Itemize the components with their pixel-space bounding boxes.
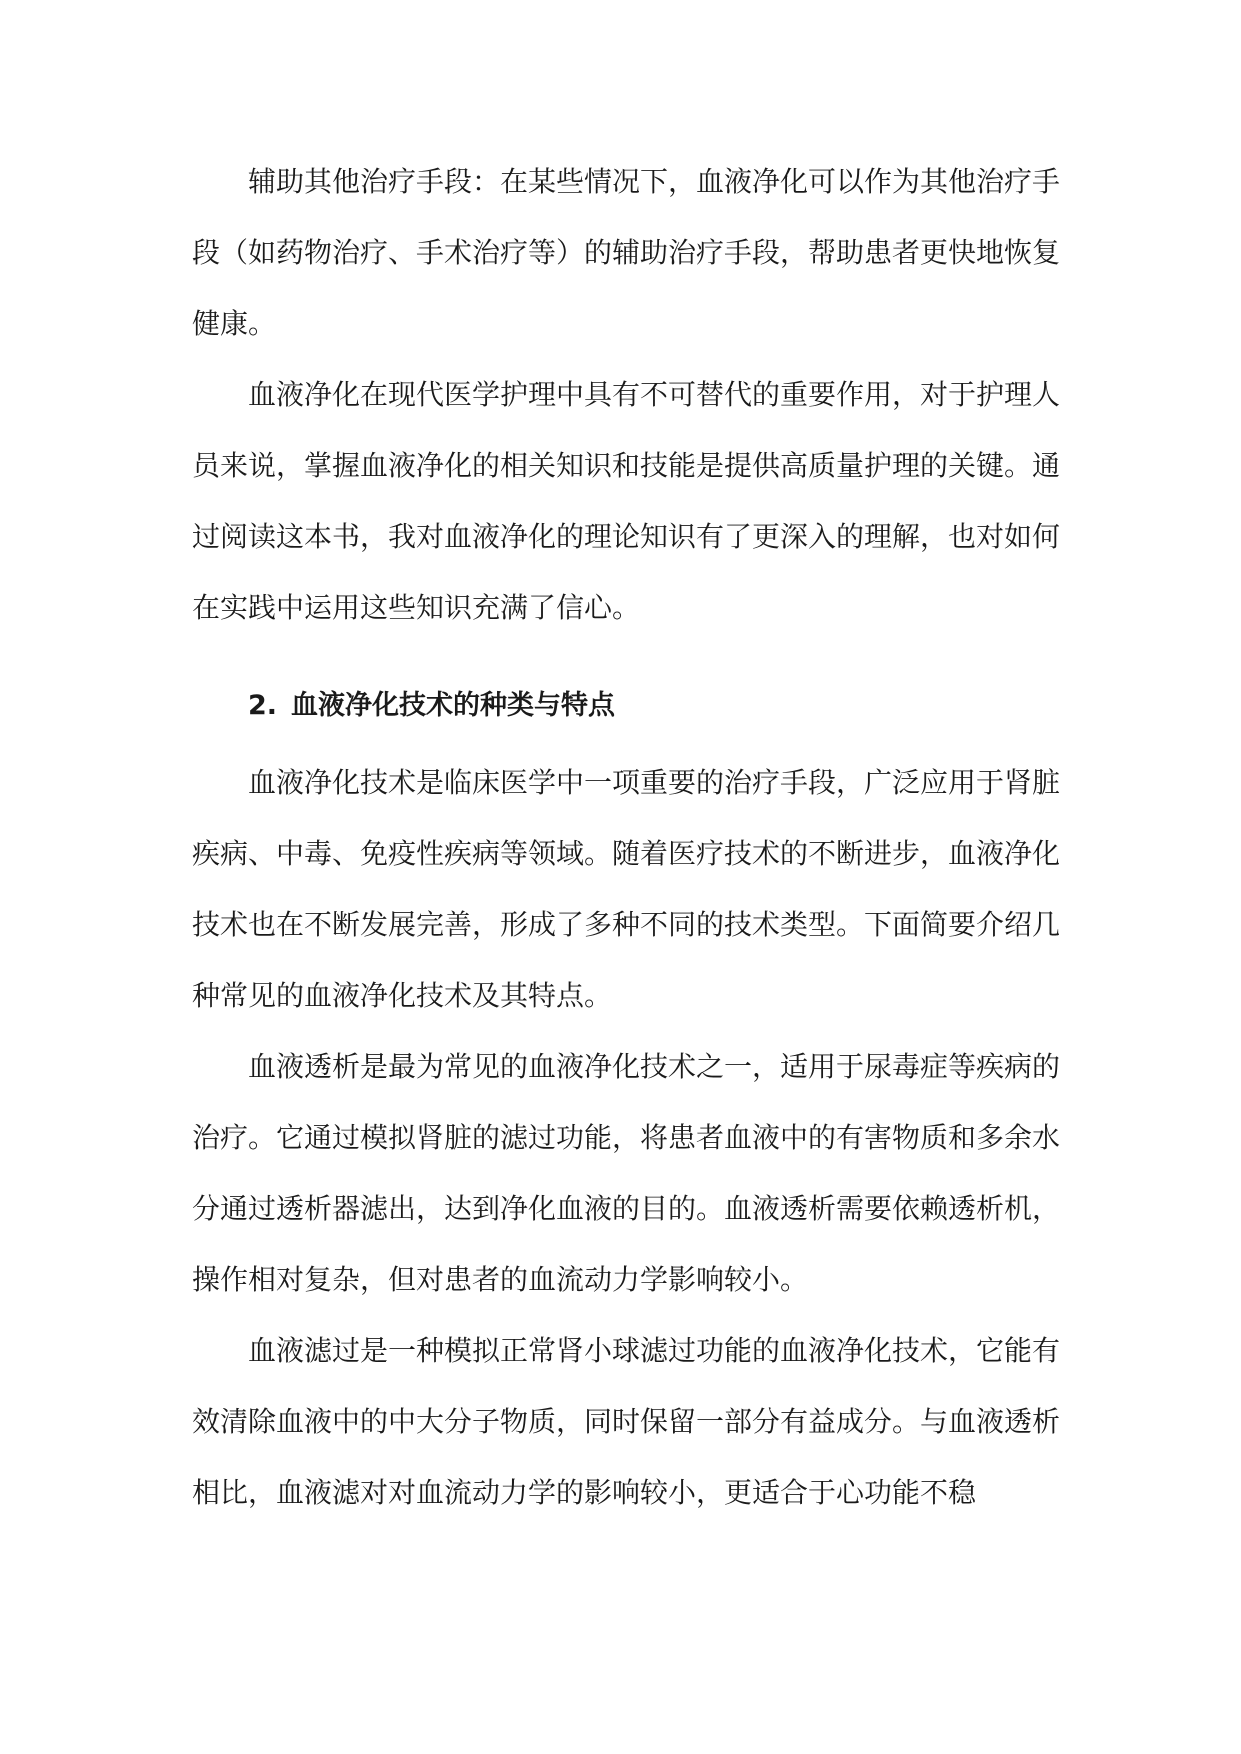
section-number: 2. (248, 690, 278, 721)
document-body (192, 146, 1060, 1528)
paragraph-nursing-importance: 血液净化在现代医学护理中具有不可替代的重要作用，对于护理人员来说，掌握血液净化的相关知识和技能是提供高质量护理的关键。通过阅读这本书，我对血液净化的理论知识有了更深入的理解，也对如何在实践中运用这些知识充满了信心。 (192, 378, 1061, 624)
paragraph-technique-overview: 血液净化技术是临床医学中一项重要的治疗手段，广泛应用于肾脏疾病、中毒、免疫性疾病等领域。随着医疗技术的不断进步，血液净化技术也在不断发展完善，形成了多种不同的技术类型。下面简要介绍几种常见的血液净化技术及其特点。 (192, 766, 1061, 1012)
section-heading (192, 665, 1060, 747)
paragraph-adjunct-therapy: 辅助其他治疗手段：在某些情况下，血液净化可以作为其他治疗手段（如药物治疗、手术治疗等）的辅助治疗手段，帮助患者更快地恢复健康。 (192, 165, 1061, 340)
paragraph-hemodialysis: 血液透析是最为常见的血液净化技术之一，适用于尿毒症等疾病的治疗。它通过模拟肾脏的滤过功能，将患者血液中的有害物质和多余水分通过透析器滤出，达到净化血液的目的。血液透析需要依赖透析机，操作相对复杂，但对患者的血流动力学影响较小。 (192, 1050, 1061, 1296)
section-title: 血液净化技术的种类与特点 (291, 690, 616, 721)
paragraph-hemofiltration: 血液滤过是一种模拟正常肾小球滤过功能的血液净化技术，它能有效清除血液中的中大分子物质，同时保留一部分有益成分。与血液透析相比，血液滤对对血流动力学的影响较小，更适合于心功能不稳 (192, 1334, 1061, 1509)
